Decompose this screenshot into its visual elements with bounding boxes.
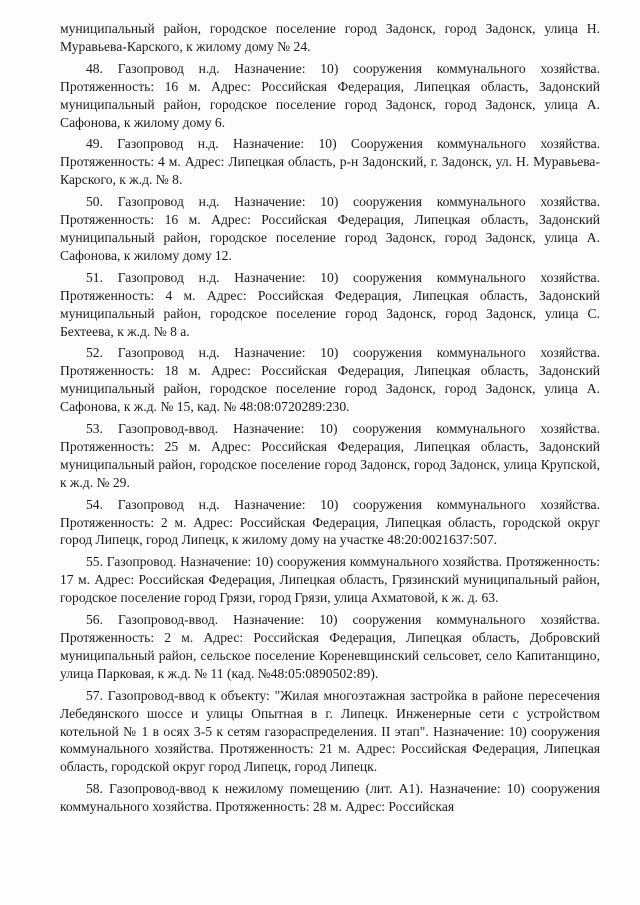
list-item-54: 54. Газопровод н.д. Назначение: 10) сооружения коммунального хозяйства. Протяженность: 2 м. Адрес: Российская Федерация, Липецкая область, городской округ город Липецк, город Липецк, к жилому дому на участке 48:20:0021637:507. — [60, 496, 600, 548]
list-item-50: 50. Газопровод н.д. Назначение: 10) сооружения коммунального хозяйства. Протяженность: 16 м. Адрес: Российская Федерация, Липецкая область, Задонский муниципальный район, городское поселение город Задонск, город Задонск, улица А. Сафонова, к жилому дому 12. — [60, 194, 600, 263]
list-item-51: 51. Газопровод н.д. Назначение: 10) сооружения коммунального хозяйства. Протяженность: 4 м. Адрес: Российская Федерация, Липецкая область, Задонский муниципальный район, городское поселение город Задонск, город Задонск, улица С. Бехтеева, к ж.д. № 8 а. — [60, 269, 600, 339]
paragraph-continuation: муниципальный район, городское поселение город Задонск, город Задонск, улица Н. Муравьева-Карского, к жилому дому № 24. — [60, 21, 600, 54]
list-item-56: 56. Газопровод-ввод. Назначение: 10) сооружения коммунального хозяйства. Протяженность: 2 м. Адрес: Российская Федерация, Липецкая область, Добровский муниципальный район, сельское поселение Кореневщинский сельсовет, село Капитанщино, улица Парковая, к ж.д. № 11 (кад. №48:05:0890502:89). — [60, 612, 600, 681]
list-item-49: 49. Газопровод н.д. Назначение: 10) Сооружения коммунального хозяйства. Протяженность: 4 м. Адрес: Липецкая область, р-н Задонский, г. Задонск, ул. Н. Муравьева-Карского, к ж.д. № 8. — [60, 136, 600, 188]
list-item-58: 58. Газопровод-ввод к нежилому помещению (лит. А1). Назначение: 10) сооружения коммунального хозяйства. Протяженность: 28 м. Адрес: Российская — [60, 781, 600, 815]
list-item-53: 53. Газопровод-ввод. Назначение: 10) сооружения коммунального хозяйства. Протяженность: 25 м. Адрес: Российская Федерация, Липецкая область, Задонский муниципальный район, городское поселение город Задонск, город Задонск, улица Крупской, к ж.д. № 29. — [60, 421, 600, 490]
list-item-55: 55. Газопровод. Назначение: 10) сооружения коммунального хозяйства. Протяженность: 17 м. Адрес: Российская Федерация, Липецкая область, Грязинский муниципальный район, городское поселение город Грязи, город Грязи, улица Ахматовой, к ж. д. 63. — [60, 554, 600, 606]
list-item-52: 52. Газопровод н.д. Назначение: 10) сооружения коммунального хозяйства. Протяженность: 18 м. Адрес: Российская Федерация, Липецкая область, Задонский муниципальный район, городское поселение город Задонск, город Задонск, улица А. Сафонова, к ж.д. № 15, кад. № 48:08:0720289:230. — [60, 345, 600, 415]
list-item-48: 48. Газопровод н.д. Назначение: 10) сооружения коммунального хозяйства. Протяженность: 16 м. Адрес: Российская Федерация, Липецкая область, Задонский муниципальный район, городское поселение город Задонск, город Задонск, улица А. Сафонова, к жилому дому 6. — [60, 60, 600, 130]
list-item-57: 57. Газопровод-ввод к объекту: "Жилая многоэтажная застройка в районе пересечения Лебедянского шоссе и улицы Опытная в г. Липецк. Инженерные сети с устройством котельной № 1 в осях 3-5 к сетям газораспределения. II этап". Назначение: 10) сооружения коммунального хозяйства. Протяженность: 21 м. Адрес: Российская Федерация, Липецкая область, городской округ город Липецк, город Липецк. — [60, 687, 600, 775]
